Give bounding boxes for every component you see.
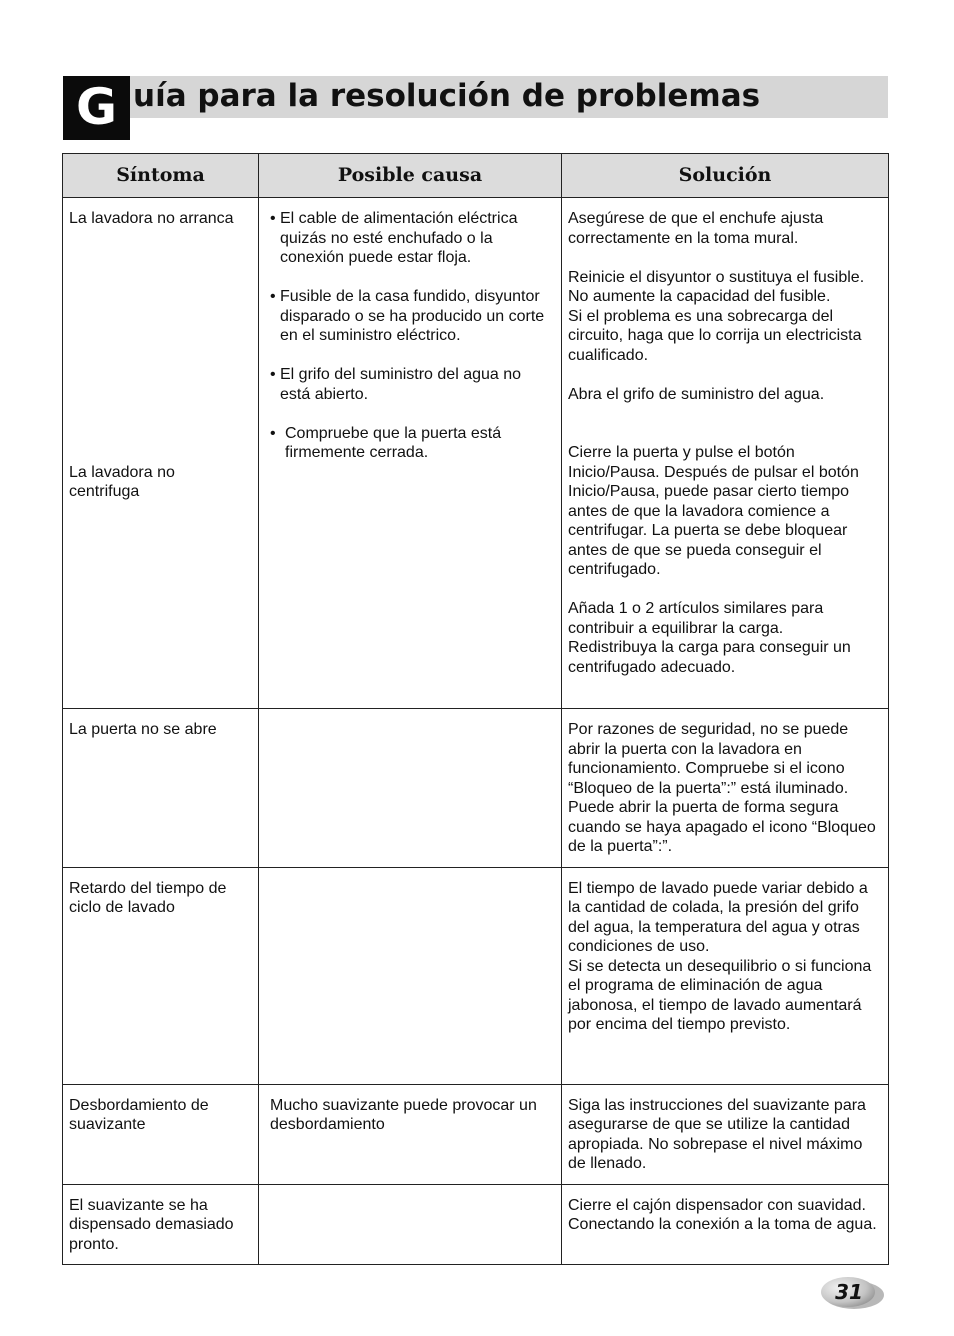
solution-text: El tiempo de lavado puede variar debido a la cantidad de colada, la presión del grifo del agua, la temperatura del agua y otras condiciones de uso. (568, 879, 868, 955)
solution-text: Reinicie el disyuntor o sustituya el fusible. (568, 268, 865, 286)
symptom-text: La lavadora no centrifuga (69, 463, 175, 500)
table-row (63, 198, 889, 709)
cause-text: Compruebe que la puerta está firmemente cerrada. (285, 424, 502, 461)
symptom-text: La lavadora no arranca (69, 210, 234, 227)
symptom-cell (63, 1084, 259, 1184)
cause-text: El cable de alimentación eléctrica quizás no esté enchufado o la conexión puede estar floja. (280, 210, 518, 266)
symptom-text: Desbordamiento de suavizante (69, 1096, 209, 1133)
header-cause: Posible causa (259, 154, 562, 198)
solution-text: Si el problema es una sobrecarga del circuito, haga que lo corrija un electricista cualificado. (568, 307, 862, 364)
solution-text: Abra el grifo de suministro del agua. (568, 385, 825, 403)
cause-bullet: • Fusible de la casa fundido, disyuntor disparado o se ha producido un corte en el suministro eléctrico. (270, 287, 555, 346)
solution-cell (562, 198, 889, 709)
table-header-row (63, 154, 889, 198)
cause-text: Fusible de la casa fundido, disyuntor disparado o se ha producido un corte en el suministro eléctrico. (280, 288, 545, 344)
table-row (63, 709, 889, 868)
solution-text: Añada 1 o 2 artículos similares para contribuir a equilibrar la carga. (568, 600, 824, 637)
cause-cell (259, 709, 562, 868)
cause-text: El grifo del suministro del agua no está abierto. (280, 366, 522, 403)
cause-cell (259, 867, 562, 1084)
solution-text: Redistribuya la carga para conseguir un centrifugado adecuado. (568, 639, 851, 676)
symptom-text: El suavizante se ha dispensado demasiado pronto. (69, 1196, 234, 1253)
table-row (63, 1084, 889, 1184)
cause-cell (259, 1084, 562, 1184)
table-row (63, 867, 889, 1084)
header-symptom: Síntoma (63, 154, 259, 198)
solution-text: Siga las instrucciones del suavizante para asegurarse de que se utilize la cantidad apropiada. No sobrepase el nivel máximo de llenado. (568, 1096, 866, 1172)
symptom-text: La puerta no se abre (69, 721, 217, 738)
cause-bullet: • Compruebe que la puerta está firmemente cerrada. (270, 424, 555, 463)
solution-text: No aumente la capacidad del fusible. (568, 288, 831, 305)
solution-cell (562, 867, 889, 1084)
solution-text: Si se detecta un desequilibrio o si funciona el programa de eliminación de agua jabonosa, el tiempo de lavado aumentará por encima del tiempo previsto. (568, 957, 872, 1033)
solution-cell (562, 709, 889, 868)
page-title: uía para la resolución de problemas (133, 78, 761, 114)
cause-bullet: • El grifo del suministro del agua no está abierto. (270, 365, 555, 404)
solution-text: Cierre la puerta y pulse el botón Inicio/Pausa. Después de pulsar el botón Inicio/Pausa, puede pasar cierto tiempo antes de que la lavadora comience a centrifugar. La puerta se debe bloquear antes de que se pueda conseguir el centrifugado. (568, 444, 859, 578)
cause-cell (259, 198, 562, 709)
solution-text: Asegúrese de que el enchufe ajusta correctamente en la toma mural. (568, 210, 824, 247)
cause-text: Mucho suavizante puede provocar un desbordamiento (270, 1096, 537, 1133)
symptom-text: Retardo del tiempo de ciclo de lavado (69, 879, 227, 916)
symptom-cell (63, 867, 259, 1084)
cause-cell (259, 1184, 562, 1265)
title-initial-letter: G (63, 76, 130, 140)
table-row (63, 1184, 889, 1265)
solution-cell (562, 1184, 889, 1265)
solution-cell (562, 1084, 889, 1184)
page-number: 31 (835, 1280, 863, 1304)
cause-bullet: • El cable de alimentación eléctrica quizás no esté enchufado o la conexión puede estar floja. (270, 209, 555, 268)
symptom-cell (63, 709, 259, 868)
symptom-cell (63, 1184, 259, 1265)
solution-text: Por razones de seguridad, no se puede abrir la puerta con la lavadora en funcionamiento. Compruebe si el icono “Bloqueo de la puerta”:” está iluminado. Puede abrir la puerta de forma segura cuando se haya apagado el icono “Bloqueo de la puerta”:”. (568, 721, 876, 855)
solution-text: Cierre el cajón dispensador con suavidad. Conectando la conexión a la toma de agua. (568, 1196, 877, 1233)
header-solution: Solución (562, 154, 889, 198)
troubleshooting-table (62, 153, 889, 1265)
symptom-cell (63, 198, 259, 709)
